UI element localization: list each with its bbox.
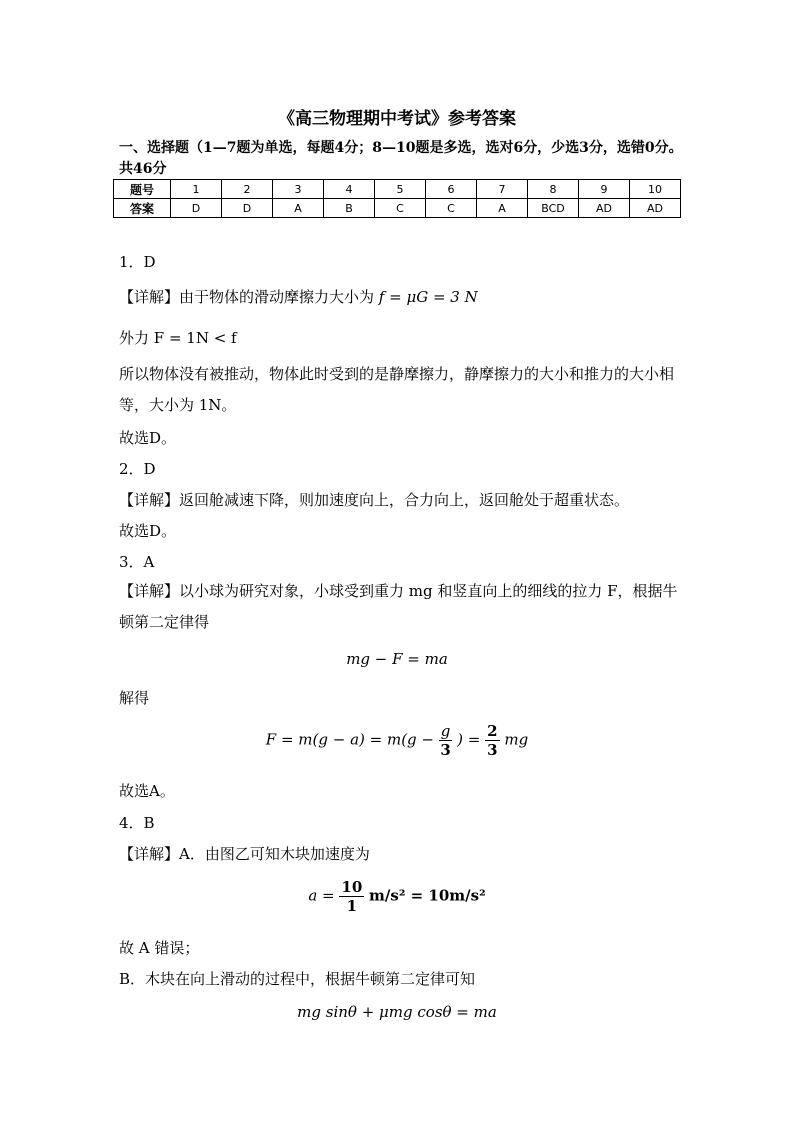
table-cell: 5	[375, 180, 426, 199]
q3-eq2-mid: ) =	[457, 730, 481, 749]
table-cell: 3	[273, 180, 324, 199]
table-cell: 8	[528, 180, 579, 199]
q4-partB: B．木块在向上滑动的过程中，根据牛顿第二定律可知	[119, 970, 476, 988]
frac-num: 2	[487, 722, 498, 740]
frac-num: 10	[341, 878, 363, 896]
table-row-numbers	[114, 180, 681, 199]
q4-head: 4．B	[119, 814, 155, 832]
table-cell: B	[324, 199, 375, 218]
q3-solve: 解得	[119, 689, 150, 707]
q2-conclusion: 故选D。	[119, 522, 177, 540]
table-cell: D	[222, 199, 273, 218]
table-cell: A	[477, 199, 528, 218]
q3-detail: 【详解】以小球为研究对象，小球受到重力 mg 和竖直向上的细线的拉力 F，根据牛顿第二定律得	[119, 582, 678, 631]
table-cell: A	[273, 199, 324, 218]
table-cell: 2	[222, 180, 273, 199]
q4-eq-frac	[339, 878, 364, 915]
section-heading: 一、选择题（1—7题为单选，每题4分；8—10题是多选，选对6分，少选3分，选错0分。共46分	[119, 140, 683, 177]
q1-line2: 外力 F = 1N < f	[119, 329, 237, 347]
q1-formula: f = μG = 3 N	[378, 288, 478, 306]
q4-eq	[0, 878, 794, 915]
q3-eq1: mg − F = ma	[346, 650, 448, 668]
q3-eq2-frac2	[485, 722, 499, 759]
q4-detail: 【详解】A．由图乙可知木块加速度为	[119, 845, 370, 863]
q3-eq2-left: F = m(g − a) = m(g −	[265, 730, 434, 749]
q1-conclusion: 故选D。	[119, 429, 177, 447]
q4-eq-left: a =	[308, 886, 335, 905]
q3-eq2	[0, 722, 794, 759]
q3-head: 3．A	[119, 553, 155, 571]
q1-detail-text: 【详解】由于物体的滑动摩擦力大小为	[119, 288, 375, 306]
table-cell: 4	[324, 180, 375, 199]
frac-num: g	[440, 722, 451, 740]
table-cell: C	[375, 199, 426, 218]
table-cell: BCD	[528, 199, 579, 218]
page-title: 《高三物理期中考试》参考答案	[278, 109, 516, 129]
table-cell: 6	[426, 180, 477, 199]
answer-table	[113, 179, 681, 218]
frac-den: 3	[487, 741, 498, 759]
answer-label: 答案	[114, 199, 171, 218]
q4-wrongA: 故 A 错误；	[119, 939, 200, 957]
table-cell: 7	[477, 180, 528, 199]
q1-detail	[119, 286, 478, 307]
q1-head: 1．D	[119, 253, 156, 271]
table-cell: 1	[171, 180, 222, 199]
q1-line3: 所以物体没有被推动，物体此时受到的是静摩擦力，静摩擦力的大小和推力的大小相等，大小为 1N。	[119, 365, 675, 414]
frac-den: 1	[346, 897, 358, 915]
frac-den: 3	[440, 741, 451, 759]
q4-eqB: mg sinθ + μmg cosθ = ma	[297, 1003, 497, 1021]
table-cell: D	[171, 199, 222, 218]
table-cell: C	[426, 199, 477, 218]
q3-eq2-frac	[439, 722, 453, 759]
q3-conclusion: 故选A。	[119, 782, 175, 800]
q4-eq-right: m/s² = 10m/s²	[369, 886, 486, 905]
table-cell: AD	[630, 199, 681, 218]
q3-eq2-right: mg	[504, 730, 529, 749]
header-label: 题号	[114, 180, 171, 199]
table-row-answers	[114, 199, 681, 218]
q2-head: 2．D	[119, 460, 156, 478]
q2-detail: 【详解】返回舱减速下降，则加速度向上，合力向上，返回舱处于超重状态。	[119, 491, 630, 509]
table-cell: 10	[630, 180, 681, 199]
table-cell: AD	[579, 199, 630, 218]
table-cell: 9	[579, 180, 630, 199]
